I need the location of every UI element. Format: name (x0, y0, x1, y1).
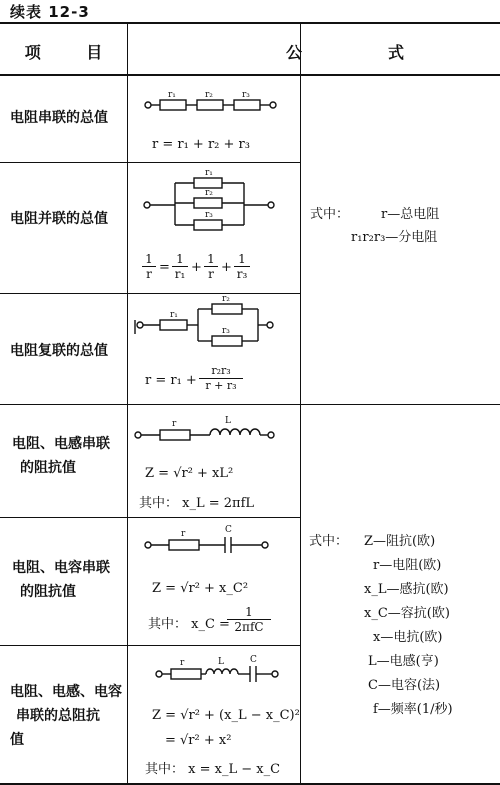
svg-text:C: C (225, 525, 232, 535)
svg-text:r: r (172, 419, 177, 429)
svg-text:r₁: r₁ (168, 90, 176, 100)
svg-text:r₃: r₃ (222, 326, 230, 336)
row-label: 的阻抗值 (20, 584, 76, 600)
row-label: 值 (10, 732, 24, 748)
formula-rlc-simplified: = √r² + x² (165, 733, 232, 748)
svg-text:r₂: r₂ (222, 294, 230, 304)
notes-line: x—电抗(欧) (373, 630, 443, 645)
fraction-rc: 1 2πfC (227, 605, 271, 634)
notes-lead: 式中： (309, 534, 349, 549)
svg-text:r₁: r₁ (205, 168, 213, 178)
fraction-1-over-r1: $\frac{1}{\text{r₁}}$ (172, 252, 188, 281)
svg-text:C: C (250, 655, 257, 665)
notes-line: r—电阻(欧) (373, 558, 442, 573)
row-label: 电阻复联的总值 (10, 343, 108, 359)
svg-text:r: r (181, 529, 186, 539)
notes-line: r₁r₂r₃—分电阻 (351, 230, 438, 245)
row-label: 电阻串联的总值 (10, 110, 108, 126)
plus-sign: + (191, 260, 202, 275)
notes-line: x_C—容抗(欧) (364, 606, 450, 621)
row-label: 串联的总阻抗 (16, 708, 100, 724)
plus-sign: + (221, 260, 232, 275)
header-expression: 式 (388, 43, 405, 62)
row-label: 电阻、电感、电容 (10, 684, 122, 700)
fraction-compound: $\frac{\text{r₂r₃}}{\text{r + r₃}}$ (199, 364, 243, 393)
svg-text:r₁: r₁ (170, 310, 178, 320)
svg-text:r₃: r₃ (205, 210, 213, 220)
formula-rc-reactance: 其中： x_C = (148, 617, 230, 632)
row-label: 电阻并联的总值 (10, 211, 108, 227)
svg-text:r: r (180, 658, 185, 668)
header-item: 项 目 (24, 43, 103, 62)
svg-text:r₃: r₃ (242, 90, 250, 100)
row-label: 电阻、电容串联 (12, 560, 110, 576)
row-label: 的阻抗值 (20, 460, 76, 476)
formula-rl-reactance: 其中： x_L = 2πfL (139, 496, 255, 511)
fraction-1-over-r2: $\frac{1}{r}$ (204, 252, 218, 281)
table-caption: 续表 12-3 (10, 3, 90, 21)
svg-text:L: L (225, 416, 231, 426)
formula-series-resistance: r = r₁ + r₂ + r₃ (152, 137, 250, 152)
svg-text:r₂: r₂ (205, 188, 213, 198)
formula-rlc-reactance: 其中： x = x_L − x_C (145, 762, 281, 777)
fraction-1-over-r3: $\frac{1}{\text{r₃}}$ (234, 252, 250, 281)
fraction-1-over-r: $\frac{1}{r}$ (142, 252, 156, 281)
equals-sign: = (159, 260, 170, 275)
notes-line: L—电感(亨) (368, 654, 439, 669)
notes-line: r—总电阻 (381, 207, 440, 222)
notes-line: C—电容(法) (368, 678, 441, 693)
header-formula: 公 (286, 43, 303, 62)
svg-text:L: L (218, 657, 224, 667)
notes-line: x_L—感抗(欧) (364, 582, 449, 597)
svg-text:r₂: r₂ (205, 90, 213, 100)
formula-rlc-impedance: Z = √r² + (x_L − x_C)² (152, 708, 300, 723)
formula-compound-lhs: r = r₁ + (145, 373, 197, 388)
notes-line: Z—阻抗(欧) (364, 534, 436, 549)
formula-rc-impedance: Z = √r² + x_C² (152, 581, 249, 596)
notes-lead: 式中： (310, 207, 350, 222)
notes-line: f—频率(1/秒) (373, 702, 453, 717)
formula-rl-impedance: Z = √r² + xL² (145, 466, 234, 481)
row-label: 电阻、电感串联 (12, 436, 110, 452)
